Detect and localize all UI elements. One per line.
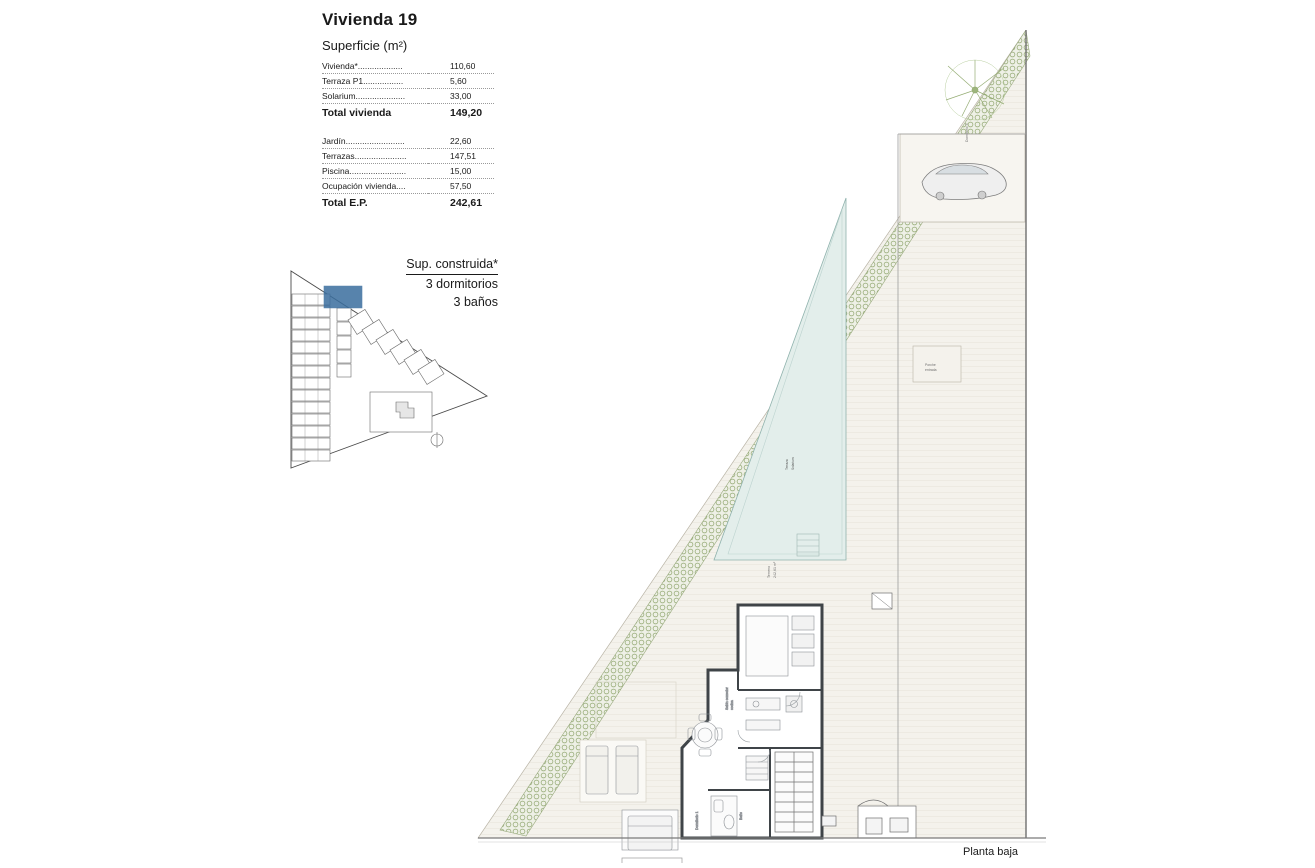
svg-text:Solarium: Solarium xyxy=(791,457,795,470)
surface-subtitle: Superficie (m²) xyxy=(322,38,408,53)
svg-text:cocina: cocina xyxy=(730,700,734,710)
row-value: 22,60 xyxy=(428,134,494,149)
key-plan-svg xyxy=(288,268,490,473)
table-row xyxy=(322,59,494,74)
table-row xyxy=(322,134,494,149)
total-value: 149,20 xyxy=(450,107,483,119)
swimming-pool xyxy=(714,198,846,560)
svg-text:Baño: Baño xyxy=(739,812,743,820)
floor-plan-svg xyxy=(470,30,1050,863)
row-value: 147,51 xyxy=(428,149,494,164)
svg-text:entrada: entrada xyxy=(925,368,937,372)
svg-text:Terreno: Terreno xyxy=(767,565,771,578)
table-row-total xyxy=(322,194,494,211)
row-label: Solarium..................... xyxy=(322,89,428,104)
total-label: Total E.P. xyxy=(322,197,368,209)
bedroom-count: 3 dormitorios xyxy=(425,277,498,291)
table-spacer xyxy=(322,120,494,134)
row-label: Ocupación vivienda.... xyxy=(322,179,428,194)
row-value: 110,60 xyxy=(428,59,494,74)
floor-plan-drawing xyxy=(470,30,1050,863)
row-label: Piscina........................ xyxy=(322,164,428,179)
svg-text:Terraza: Terraza xyxy=(785,459,789,470)
row-label: Terrazas...................... xyxy=(322,149,428,164)
svg-text:242,61 m²: 242,61 m² xyxy=(773,561,777,578)
row-value: 57,50 xyxy=(428,179,494,194)
row-value: 5,60 xyxy=(428,74,494,89)
svg-text:Dormitorio 3: Dormitorio 3 xyxy=(965,123,969,142)
row-label: Vivienda*................... xyxy=(322,59,428,74)
total-value: 242,61 xyxy=(450,197,483,209)
plan-footer-label: Planta baja xyxy=(963,846,1019,858)
total-label: Total vivienda xyxy=(322,107,392,119)
page-title: Vivienda 19 xyxy=(322,10,418,29)
row-value: 15,00 xyxy=(428,164,494,179)
table-row xyxy=(322,149,494,164)
svg-text:Dormitorio 1: Dormitorio 1 xyxy=(695,811,699,830)
area-schedule-table xyxy=(322,59,494,210)
table-row xyxy=(322,164,494,179)
bathroom-count: 3 baños xyxy=(453,295,498,309)
svg-text:Salón comedor: Salón comedor xyxy=(725,687,729,710)
svg-text:Porche: Porche xyxy=(925,363,936,367)
staircase xyxy=(775,752,813,832)
table-row xyxy=(322,89,494,104)
row-label: Terraza P1................. xyxy=(322,74,428,89)
base-line xyxy=(478,838,1046,863)
built-area-heading-text: Sup. construida* xyxy=(406,255,498,275)
row-value: 33,00 xyxy=(428,89,494,104)
site-key-plan xyxy=(288,268,490,473)
row-label: Jardín......................... xyxy=(322,134,428,149)
car-icon xyxy=(922,164,1006,201)
table-row-total xyxy=(322,104,494,121)
table-row xyxy=(322,74,494,89)
table-row xyxy=(322,179,494,194)
